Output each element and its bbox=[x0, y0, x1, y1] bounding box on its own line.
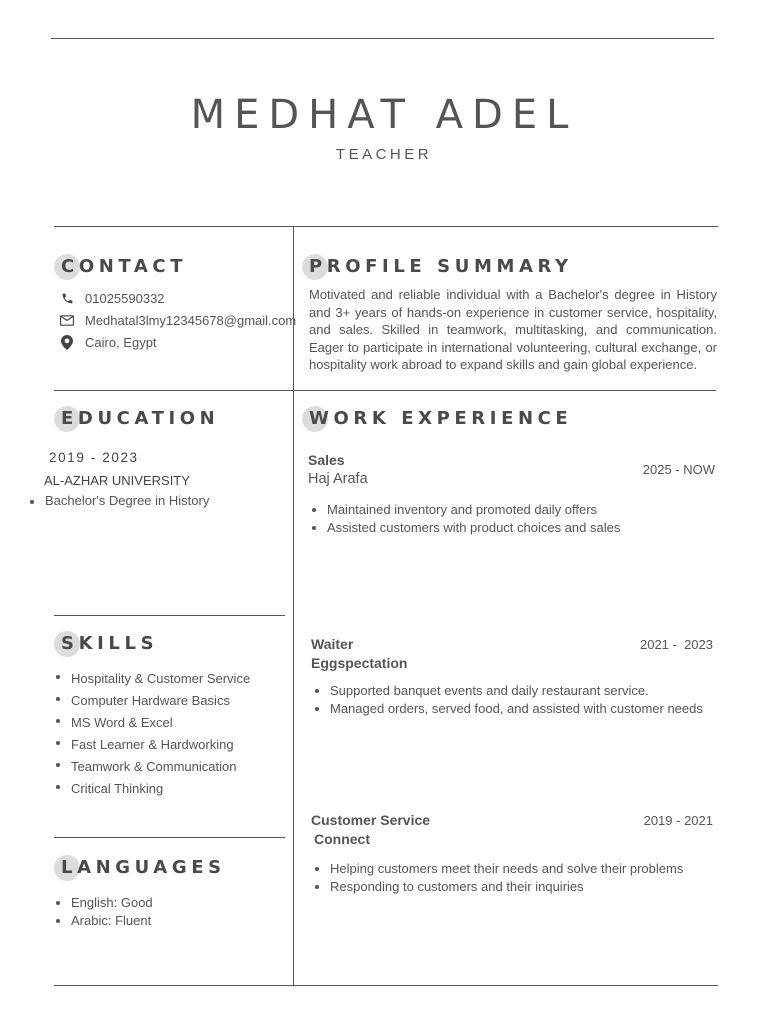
job-3-bullets bbox=[313, 860, 683, 895]
education-years: 2019 - 2023 bbox=[49, 450, 139, 465]
job-3-role: Customer Service bbox=[311, 812, 431, 828]
job-title: TEACHER bbox=[335, 146, 433, 163]
education-degree-list bbox=[28, 493, 209, 508]
job-2-bullet-2: Managed orders, served food, and assisted with customer needs bbox=[313, 700, 703, 718]
job-3-bullet-2: Responding to customers and their inquiries bbox=[313, 878, 683, 896]
job-3-bullet-1: Helping customers meet their needs and solve their problems bbox=[313, 860, 683, 878]
education-university: AL-AZHAR UNIVERSITY bbox=[44, 473, 190, 488]
job-2-bullets bbox=[313, 682, 703, 717]
phone-icon bbox=[60, 292, 74, 306]
job-3-company: Connect bbox=[314, 831, 370, 847]
email-icon bbox=[60, 314, 74, 328]
job-2-role: Waiter bbox=[311, 636, 354, 652]
email-address[interactable]: Medhatal3lmy12345678@gmail.com bbox=[85, 313, 297, 328]
contact-heading: CONTACT bbox=[61, 256, 188, 277]
header-bottom-rule bbox=[54, 226, 718, 227]
languages-heading: LANGUAGES bbox=[61, 857, 226, 878]
job-2-bullet-1: Supported banquet events and daily restaurant service. bbox=[313, 682, 703, 700]
candidate-name: MEDHAT ADEL bbox=[190, 92, 578, 138]
skill-item: Fast Learner & Hardworking bbox=[54, 734, 250, 756]
contact-location bbox=[60, 335, 157, 350]
education-heading: EDUCATION bbox=[61, 408, 220, 429]
location-text: Cairo, Egypt bbox=[85, 335, 157, 350]
job-1-company: Haj Arafa bbox=[308, 471, 368, 487]
job-2-company: Eggspectation bbox=[311, 655, 408, 671]
phone-number: 01025590332 bbox=[85, 291, 165, 306]
top-rule bbox=[51, 38, 714, 39]
skill-item: Critical Thinking bbox=[54, 778, 250, 800]
language-item: Arabic: Fluent bbox=[54, 912, 153, 930]
location-pin-icon bbox=[60, 336, 74, 350]
job-1-bullets bbox=[310, 501, 620, 536]
languages-list bbox=[54, 894, 153, 929]
language-item: English: Good bbox=[54, 894, 153, 912]
skill-item: Computer Hardware Basics bbox=[54, 690, 250, 712]
contact-email bbox=[60, 313, 296, 328]
profile-summary-heading: PROFILE SUMMARY bbox=[309, 256, 573, 277]
bottom-rule bbox=[54, 985, 718, 986]
skill-item: Hospitality & Customer Service bbox=[54, 668, 250, 690]
work-experience-heading: WORK EXPERIENCE bbox=[309, 408, 573, 429]
job-2-dates: 2021 - 2023 bbox=[639, 637, 713, 652]
skill-item: MS Word & Excel bbox=[54, 712, 250, 734]
left-divider-skills bbox=[54, 615, 285, 616]
skill-item: Teamwork & Communication bbox=[54, 756, 250, 778]
education-degree: Bachelor's Degree in History bbox=[28, 493, 209, 508]
job-1-bullet-2: Assisted customers with product choices and sales bbox=[310, 519, 620, 537]
contact-phone bbox=[60, 291, 165, 306]
job-1-dates: 2025 - NOW bbox=[642, 462, 715, 477]
job-1-bullet-1: Maintained inventory and promoted daily offers bbox=[310, 501, 620, 519]
job-1-role: Sales bbox=[308, 452, 345, 468]
left-divider-languages bbox=[54, 837, 285, 838]
row-divider-1 bbox=[54, 390, 716, 391]
skills-list bbox=[54, 668, 250, 800]
skills-heading: SKILLS bbox=[61, 633, 159, 654]
column-divider bbox=[293, 226, 294, 986]
job-3-dates: 2019 - 2021 bbox=[643, 813, 713, 828]
profile-summary-text: Motivated and reliable individual with a Bachelor's degree in History and 3+ years of hands-on experience in customer service, hospitality, and sales. Skilled in teamwork, multitasking, and communication. Eager to participate in international volunteering, cultural exchange, or hospitality work abroad to expand skills and gain global experience. bbox=[309, 287, 717, 372]
